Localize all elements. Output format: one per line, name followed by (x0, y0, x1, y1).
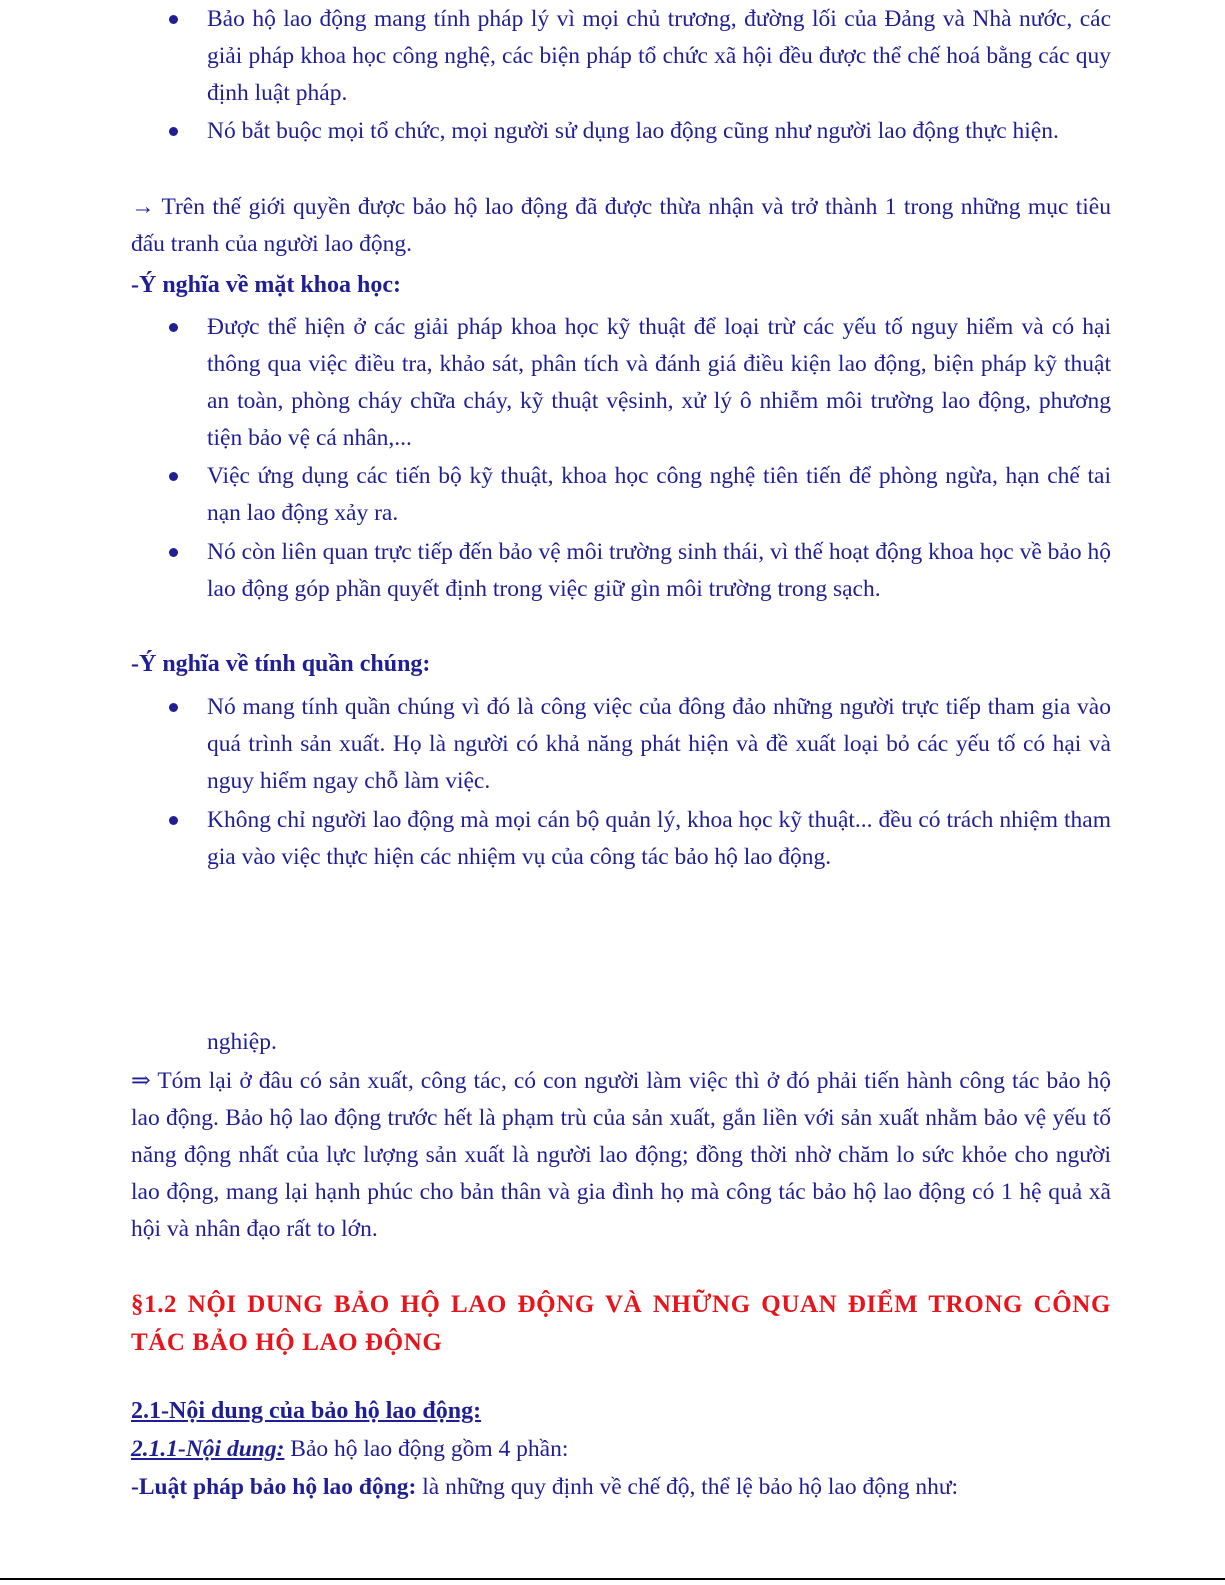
law-label: -Luật pháp bảo hộ lao động: (131, 1474, 417, 1500)
bullet-icon (169, 127, 178, 136)
section-heading: §1.2 NỘI DUNG BẢO HỘ LAO ĐỘNG VÀ NHỮNG QUAN ĐIỂM TRONG CÔNG TÁC BẢO HỘ LAO ĐỘNG (131, 1291, 1111, 1356)
list-item: Nó bắt buộc mọi tổ chức, mọi người sử dụng lao động cũng như người lao động thực hiện. (207, 113, 1111, 150)
list-item: Được thể hiện ở các giải pháp khoa học kỹ thuật để loại trừ các yếu tố nguy hiểm và có hại thông qua việc điều tra, khảo sát, phân tích và đánh giá điều kiện lao động, biện pháp kỹ thuật an toàn, phòng cháy chữa cháy, kỹ thuật vệsinh, xử lý ô nhiễm môi trường lao động, phương tiện bảo vệ cá nhân,... (207, 309, 1111, 457)
subsub-line: 2.1.1-Nội dung: Bảo hộ lao động gồm 4 phần: (131, 1436, 569, 1462)
bullet-icon (169, 816, 178, 825)
list-item: Nó mang tính quần chúng vì đó là công việc của đông đảo những người trực tiếp tham gia vào quá trình sản xuất. Họ là người có khả năng phát hiện và đề xuất loại bỏ các yếu tố có hại và nguy hiểm ngay chỗ làm việc. (207, 689, 1111, 800)
page-bottom-rule (0, 1578, 1225, 1580)
bullet-icon (169, 472, 178, 481)
heading-mass: -Ý nghĩa về tính quần chúng: (131, 651, 431, 677)
list-item: Không chỉ người lao động mà mọi cán bộ quản lý, khoa học kỹ thuật... đều có trách nhiệm tham gia vào việc thực hiện các nhiệm vụ của công tác bảo hộ lao động. (207, 802, 1111, 876)
list-item: Bảo hộ lao động mang tính pháp lý vì mọi chủ trương, đường lối của Đảng và Nhà nước, các giải pháp khoa học công nghệ, các biện pháp tổ chức xã hội đều được thể chế hoá bằng các quy định luật pháp. (207, 1, 1111, 112)
subsub-label[interactable]: 2.1.1-Nội dung: (131, 1436, 285, 1462)
bullet-icon (169, 703, 178, 712)
bullet-icon (169, 15, 178, 24)
list-item: Nó còn liên quan trực tiếp đến bảo vệ môi trường sinh thái, vì thế hoạt động khoa học về bảo hộ lao động góp phần quyết định trong việc giữ gìn môi trường trong sạch. (207, 534, 1111, 608)
orphan-line: nghiệp. (207, 1029, 277, 1055)
bullet-icon (169, 323, 178, 332)
heading-science: -Ý nghĩa về mặt khoa học: (131, 272, 402, 298)
summary-paragraph: ⇒ Tóm lại ở đâu có sản xuất, công tác, có con người làm việc thì ở đó phải tiến hành công tác bảo hộ lao động. Bảo hộ lao động trước hết là phạm trù của sản xuất, gắn liền với sản xuất nhằm bảo vệ yếu tố năng động nhất của lực lượng sản xuất là người lao động; đồng thời nhờ chăm lo sức khỏe cho người lao động, mang lại hạnh phúc cho bản thân và gia đình họ mà công tác bảo hộ lao động có 1 hệ quả xã hội và nhân đạo rất to lớn. (131, 1068, 1111, 1242)
list-item: Việc ứng dụng các tiến bộ kỹ thuật, khoa học công nghệ tiên tiến để phòng ngừa, hạn chế tai nạn lao động xảy ra. (207, 458, 1111, 532)
subsection-heading[interactable]: 2.1-Nội dung của bảo hộ lao động: (131, 1398, 482, 1424)
law-line: -Luật pháp bảo hộ lao động: là những quy định về chế độ, thể lệ bảo hộ lao động như: (131, 1474, 959, 1500)
arrow-paragraph: → Trên thế giới quyền được bảo hộ lao động đã được thừa nhận và trở thành 1 trong những mục tiêu đấu tranh của người lao động. (131, 194, 1111, 257)
bullet-icon (169, 548, 178, 557)
